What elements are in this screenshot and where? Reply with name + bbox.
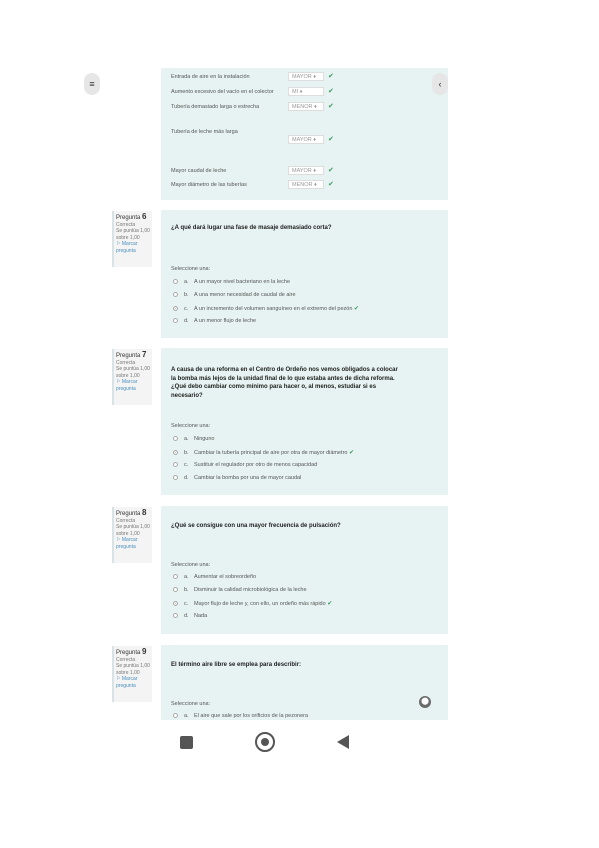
matching-select[interactable]: MENOR ♦ [288, 180, 324, 189]
check-icon: ✔ [328, 181, 334, 188]
answer-option[interactable]: b. A una menor necesidad de caudal de aire [173, 292, 296, 298]
question-status: Correcta [116, 359, 136, 366]
select-one-label: Seleccione una: [171, 423, 211, 429]
question-panel [161, 506, 448, 634]
radio-button[interactable] [173, 574, 178, 579]
answer-option[interactable]: a. El aire que sale por los orificios de la pezonera [173, 713, 308, 719]
home-icon[interactable] [255, 732, 275, 752]
radio-button[interactable] [173, 292, 178, 297]
flag-question-link[interactable]: ⚐ Marcar pregunta [116, 676, 138, 689]
matching-select[interactable]: MAYOR ♦ [288, 135, 324, 144]
question-score: Se puntúa 1,00 sobre 1,00 [116, 663, 150, 676]
check-icon: ✔ [328, 103, 334, 110]
matching-row-label: Tubería de leche más larga [171, 129, 238, 135]
question-number: Pregunta 9 [116, 647, 147, 656]
flag-icon: ⚐ [116, 379, 121, 385]
answer-option[interactable]: d. Cambiar la bomba por una de mayor caudal [173, 475, 301, 481]
menu-toggle-button[interactable] [84, 73, 100, 95]
flag-question-link[interactable]: ⚐ Marcar pregunta [116, 241, 138, 254]
question-status: Correcta [116, 656, 136, 663]
radio-button[interactable] [173, 450, 178, 455]
menu-icon: ≡ [89, 79, 95, 89]
answer-option[interactable]: d. Nada [173, 613, 207, 619]
radio-button[interactable] [173, 318, 178, 323]
check-icon: ✔ [328, 167, 334, 174]
matching-row-label: Tubería demasiado larga o estrecha [171, 104, 260, 110]
check-icon: ✔ [349, 450, 355, 456]
question-number: Pregunta 6 [116, 212, 147, 221]
question-status: Correcta [116, 517, 136, 524]
question-score: Se puntúa 1,00 sobre 1,00 [116, 228, 150, 241]
answer-option[interactable]: c. A un incremento del volumen sanguíneo en el extremo del pezón ✔ [173, 305, 359, 312]
question-score: Se puntúa 1,00 sobre 1,00 [116, 524, 150, 537]
flag-icon: ⚐ [116, 537, 121, 543]
question-number: Pregunta 7 [116, 350, 147, 359]
check-icon: ✔ [353, 306, 359, 312]
check-icon: ✔ [328, 88, 334, 95]
check-icon: ✔ [328, 136, 334, 143]
matching-row-label: Entrada de aire en la instalación [171, 74, 250, 80]
answer-option[interactable]: b. Cambiar la tubería principal de aire por otra de mayor diámetro ✔ [173, 449, 354, 456]
back-icon[interactable] [337, 735, 349, 749]
matching-row-label: Mayor caudal de leche [171, 168, 227, 174]
drawer-toggle-button[interactable] [432, 73, 448, 95]
radio-button[interactable] [173, 462, 178, 467]
radio-button[interactable] [173, 306, 178, 311]
matching-row-label: Aumento excesivo del vacío en el colector [171, 89, 274, 95]
select-one-label: Seleccione una: [171, 562, 211, 568]
dot-icon: ⬤ [421, 698, 429, 705]
answer-option[interactable]: a. A un mayor nivel bacteriano en la leche [173, 279, 290, 285]
question-info [112, 507, 152, 563]
radio-button[interactable] [173, 279, 178, 284]
radio-button[interactable] [173, 587, 178, 592]
floating-action-button[interactable] [419, 696, 431, 708]
select-one-label: Seleccione una: [171, 266, 211, 272]
matching-row-label: Mayor diámetro de las tuberías [171, 182, 247, 188]
question-info [112, 349, 152, 405]
radio-button[interactable] [173, 475, 178, 480]
question-score: Se puntúa 1,00 sobre 1,00 [116, 366, 150, 379]
flag-question-link[interactable]: ⚐ Marcar pregunta [116, 537, 138, 550]
question-status: Correcta [116, 221, 136, 228]
question-panel [161, 645, 448, 720]
chevron-left-icon: ‹ [438, 79, 442, 89]
matching-select[interactable]: MAYOR ♦ [288, 72, 324, 81]
screen [85, 68, 448, 720]
question-number: Pregunta 8 [116, 508, 147, 517]
question-text: El término aire libre se emplea para describir: [171, 662, 302, 668]
matching-select[interactable]: MENOR ♦ [288, 102, 324, 111]
radio-button[interactable] [173, 601, 178, 606]
answer-option[interactable]: c. Sustituir el regulador por otro de menos capacidad [173, 462, 317, 468]
radio-button[interactable] [173, 613, 178, 618]
question-text: ¿Qué se consigue con una mayor frecuencia de pulsación? [171, 523, 341, 529]
check-icon: ✔ [327, 601, 333, 607]
question-text: ¿A qué dará lugar una fase de masaje demasiado corta? [171, 225, 332, 231]
matching-panel [161, 68, 448, 200]
flag-icon: ⚐ [116, 241, 121, 247]
question-panel [161, 348, 448, 495]
matching-select[interactable]: MI ♦ [288, 87, 324, 96]
answer-option[interactable]: d. A un menor flujo de leche [173, 318, 256, 324]
recent-apps-icon[interactable] [180, 736, 193, 749]
select-one-label: Seleccione una: [171, 701, 211, 707]
flag-question-link[interactable]: ⚐ Marcar pregunta [116, 379, 138, 392]
answer-option[interactable]: c. Mayor flujo de leche y, con ello, un ordeño más rápido ✔ [173, 600, 332, 607]
check-icon: ✔ [328, 73, 334, 80]
flag-icon: ⚐ [116, 676, 121, 682]
answer-option[interactable]: a. Aumentar el sobreordeño [173, 574, 256, 580]
android-navigation-bar [0, 718, 599, 768]
radio-button[interactable] [173, 436, 178, 441]
answer-option[interactable]: b. Disminuir la calidad microbiológica de la leche [173, 587, 307, 593]
answer-option[interactable]: a. Ninguno [173, 436, 215, 442]
question-panel [161, 210, 448, 338]
question-text: A causa de una reforma en el Centro de Ordeño nos vemos obligados a colocar la bomba más lejos de la unidad final de lo que estaba antes de dicha reforma. ¿Qué debo cambiar como mínimo para hacer o, al menos, estudiar si es necesario? [171, 367, 398, 399]
question-info [112, 211, 152, 267]
question-info [112, 646, 152, 702]
matching-select[interactable]: MAYOR ♦ [288, 166, 324, 175]
